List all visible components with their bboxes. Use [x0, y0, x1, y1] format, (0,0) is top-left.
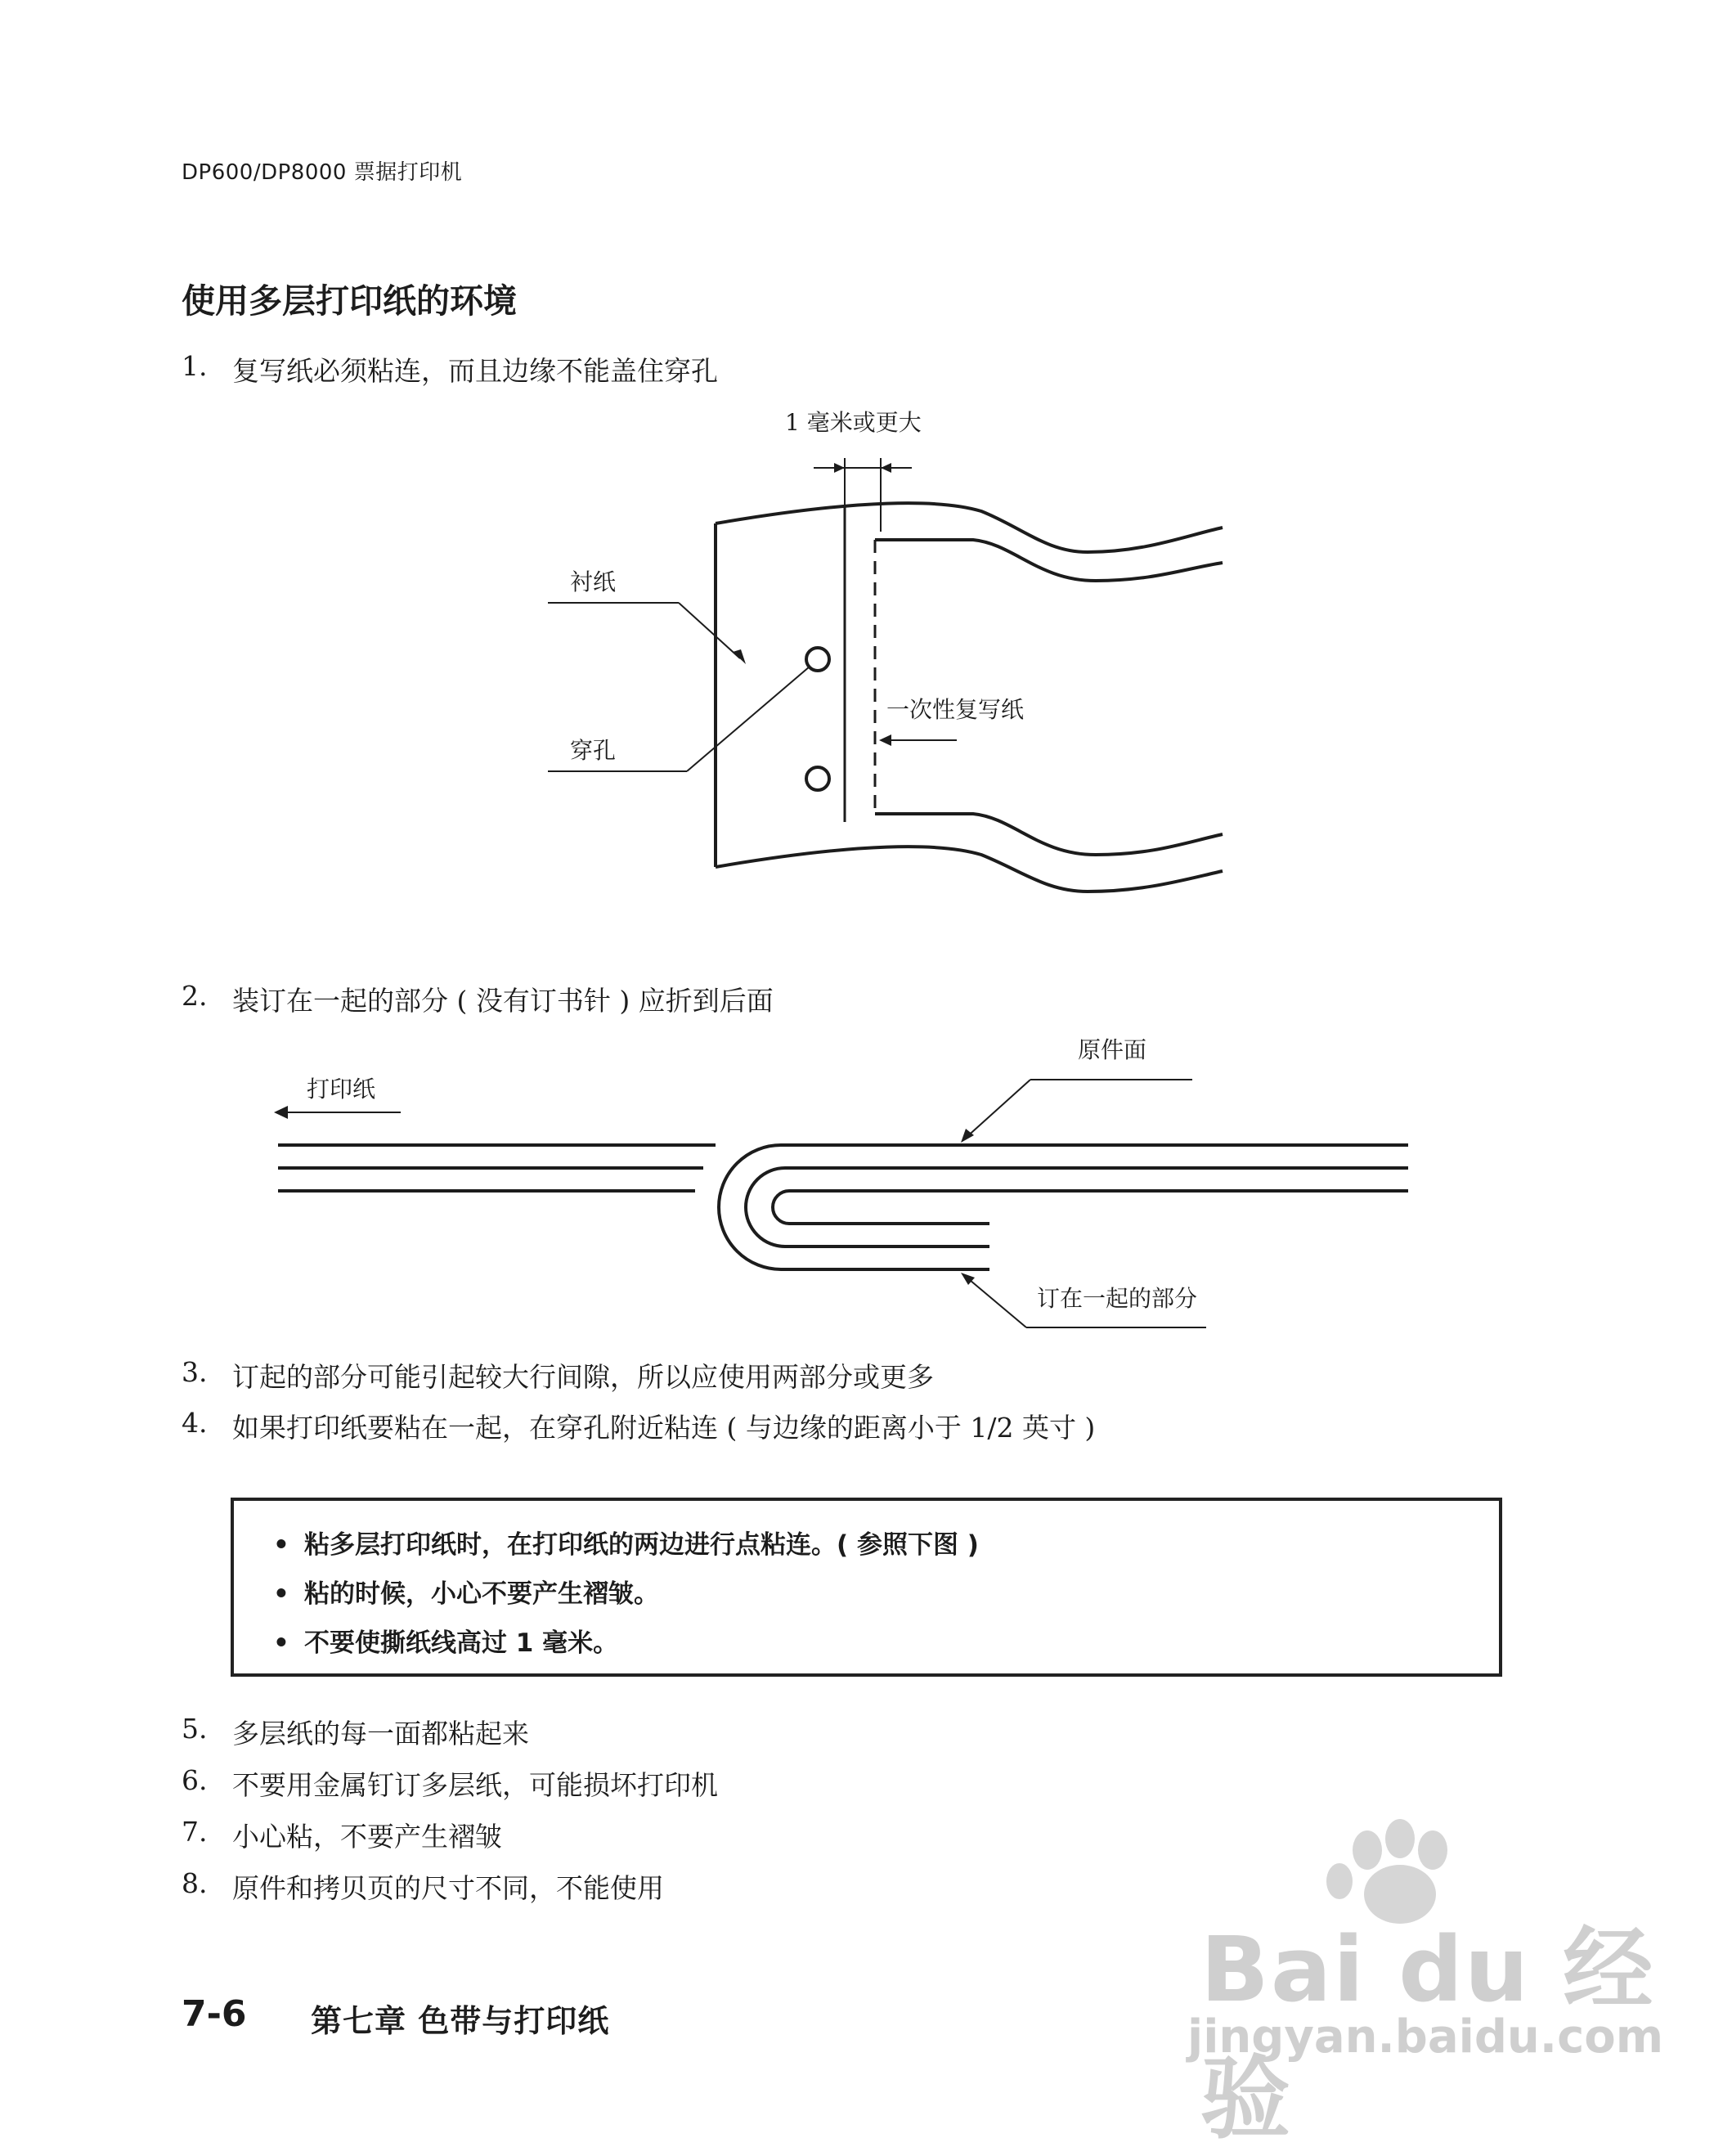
item-number: 3.: [182, 1356, 208, 1388]
item-text: 小心粘，不要产生褶皱: [232, 1821, 502, 1853]
watermark-url: jingyan.baidu.com: [1187, 2010, 1664, 2064]
item-number: 2.: [182, 980, 208, 1012]
item-number: 4.: [182, 1407, 208, 1439]
backing-paper-label: 衬纸: [570, 568, 617, 595]
item-number: 1.: [182, 350, 208, 382]
item-text: 复写纸必须粘连，而且边缘不能盖住穿孔: [232, 355, 718, 387]
item-text: 不要用金属钉订多层纸，可能损坏打印机: [232, 1769, 718, 1801]
note-text: 不要使撕纸线高过 1 毫米。: [304, 1628, 619, 1658]
carbon-paper-label: 一次性复写纸: [886, 696, 1025, 723]
paper-label: 打印纸: [307, 1076, 376, 1103]
bullet: •: [273, 1530, 289, 1560]
item-text: 原件和拷贝页的尺寸不同，不能使用: [232, 1872, 664, 1904]
dimension-label: 1 毫米或更大: [785, 409, 922, 436]
bullet: •: [273, 1628, 289, 1658]
item-number: 8.: [182, 1867, 208, 1899]
item-text: 多层纸的每一面都粘起来: [232, 1718, 529, 1750]
item-text: 装订在一起的部分 ( 没有订书针 ) 应折到后面: [232, 985, 774, 1017]
item-text: 订起的部分可能引起较大行间隙，所以应使用两部分或更多: [232, 1361, 934, 1393]
chapter-title: 第七章 色带与打印纸: [311, 2003, 610, 2039]
item-number: 7.: [182, 1816, 208, 1848]
item-number: 5.: [182, 1713, 208, 1745]
item-number: 6.: [182, 1764, 208, 1796]
note-text: 粘多层打印纸时，在打印纸的两边进行点粘连。( 参照下图 ): [304, 1530, 979, 1560]
item-text: 如果打印纸要粘在一起，在穿孔附近粘连 ( 与边缘的距离小于 1/2 英寸 ): [232, 1412, 1096, 1444]
watermark-logo: Bai du 经验: [1200, 1917, 1655, 2151]
perforation-label: 穿孔: [570, 737, 617, 764]
note-text: 粘的时候，小心不要产生褶皱。: [304, 1579, 659, 1609]
section-title: 使用多层打印纸的环境: [182, 281, 517, 321]
bullet: •: [273, 1579, 289, 1609]
page-number: 7-6: [182, 1993, 247, 2035]
running-header: DP600/DP8000 票据打印机: [182, 160, 463, 185]
original-side-label: 原件面: [1078, 1036, 1147, 1063]
bound-part-label: 订在一起的部分: [1037, 1285, 1198, 1312]
